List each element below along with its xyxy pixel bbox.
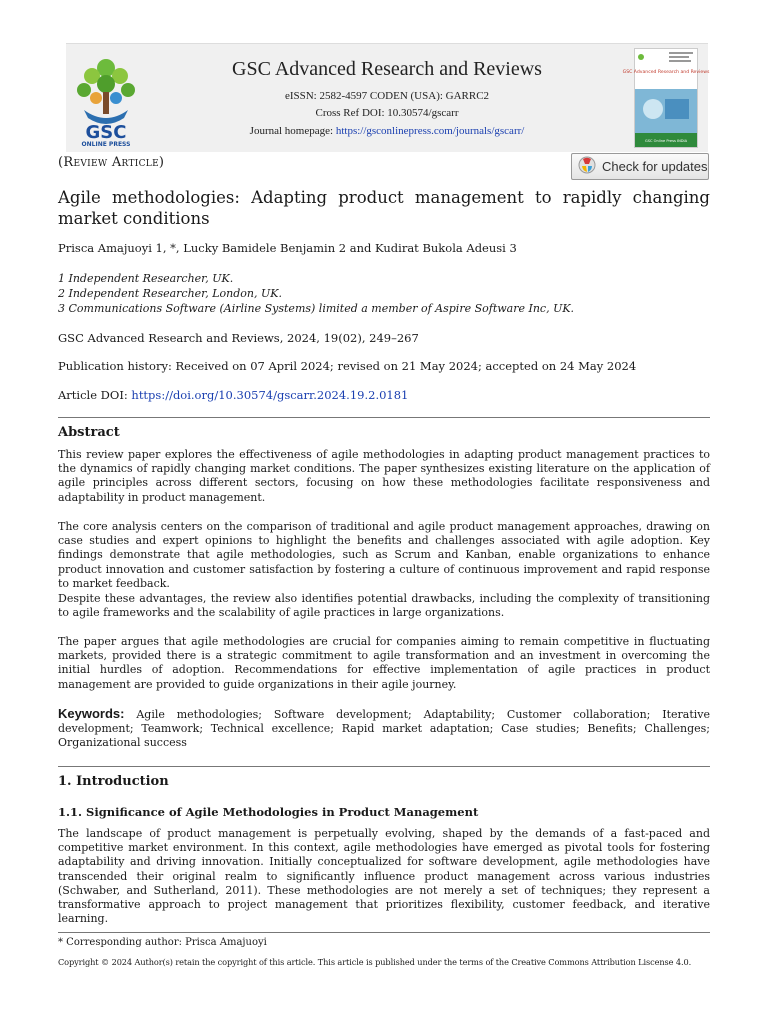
check-for-updates-label: Check for updates: [602, 159, 708, 174]
subsection-heading: 1.1. Significance of Agile Methodologies in Product Management: [58, 805, 479, 819]
footnote-divider: [58, 932, 710, 933]
check-for-updates-button[interactable]: [571, 153, 709, 180]
logo-text-main: GSC: [85, 122, 127, 143]
doi-label: Article DOI:: [58, 388, 132, 402]
introduction-paragraph: The landscape of product management is perpetually evolving, shaped by the demands of a fast-paced and competitive market environment. In this context, agile methodologies have emerged as pivotal tools for fostering adaptability and driving innovation. Initially conceptualized for software development, agile methodologies have transcended their original realm to significantly influence product management across various industries (Schwaber, and Sutherland, 2011). These methodologies are not merely a set of techniques; they represent a transformative approach to project management that prioritizes flexibility, customer feedback, and iterative learning.: [58, 827, 710, 926]
abstract-paragraph-3: Despite these advantages, the review also identifies potential drawbacks, including the complexity of transitioning to agile frameworks and the scalability of agile practices in large organizations.: [58, 592, 710, 620]
cover-footer: GSC Online Press INDIA: [644, 139, 688, 143]
homepage-label: Journal homepage:: [249, 125, 336, 137]
abstract-paragraph-4: The paper argues that agile methodologies are crucial for companies aiming to remain competitive in fluctuating markets, provided there is a strategic commitment to agile transformation and an investment in overcoming the initial hurdles of adoption. Recommendations for effective implementation of agile practices in product management are provided to guide organizations in their agile journey.: [58, 635, 710, 691]
cover-title: GSC Advanced Research and Reviews: [622, 70, 710, 75]
issn-line: eISSN: 2582-4597 CODEN (USA): GARRC2: [284, 90, 490, 102]
affiliation-1: 1 Independent Researcher, UK.: [58, 272, 234, 285]
affiliation-3: 3 Communications Software (Airline Systems) limited a member of Aspire Software Inc, UK.: [58, 302, 575, 315]
journal-title: GSC Advanced Research and Reviews: [232, 58, 542, 80]
divider: [58, 766, 710, 767]
divider: [58, 417, 710, 418]
corresponding-author-note: * Corresponding author: Prisca Amajuoyi: [58, 937, 267, 948]
affiliation-2: 2 Independent Researcher, London, UK.: [58, 287, 282, 300]
article-type-label: (Review Article): [58, 155, 165, 170]
abstract-heading: Abstract: [58, 425, 120, 440]
article-title: Agile methodologies: Adapting product management to rapidly changing market conditions: [58, 188, 710, 228]
publication-history: Publication history: Received on 07 April 2024; revised on 21 May 2024; accepted on 24 May 2024: [58, 359, 637, 373]
homepage-link[interactable]: https://gsconlinepress.com/journals/gscarr/: [335, 125, 525, 137]
keywords-block: [58, 707, 710, 751]
section-heading-introduction: 1. Introduction: [58, 774, 169, 789]
keywords-label: Keywords:: [58, 706, 125, 721]
journal-header: [66, 43, 708, 152]
abstract-paragraph-2: The core analysis centers on the comparison of traditional and agile product management approaches, drawing on case studies and expert opinions to highlight the benefits and challenges associated with agile adoption. Key findings demonstrate that agile methodologies, such as Scrum and Kanban, enable organizations to enhance product innovation and customer satisfaction by fostering a culture of continuous improvement and rapid response to market feedback.: [58, 520, 710, 590]
abstract-paragraph-1: This review paper explores the effectiveness of agile methodologies in adapting product management practices to the dynamics of rapidly changing market conditions. The paper synthesizes existing literature on the application of agile principles across different sectors, focusing on how these methodologies facilitate responsiveness and adaptability in product management.: [58, 448, 710, 504]
journal-cover-thumbnail: [622, 48, 710, 148]
citation-line: GSC Advanced Research and Reviews, 2024, 19(02), 249–267: [58, 331, 419, 345]
copyright-notice: Copyright © 2024 Author(s) retain the copyright of this article. This article is published under the terms of the Creative Commons Attribution Liscense 4.0.: [58, 957, 692, 967]
journal-homepage-line: [66, 125, 708, 137]
keywords-text: Agile methodologies; Software development; Adaptability; Customer collaboration; Iterative development; Teamwork; Technical excellence; Rapid market adaptation; Case studies; Benefits; Challenges; Organizational success: [58, 708, 710, 750]
crossref-doi-line: Cross Ref DOI: 10.30574/gscarr: [315, 107, 459, 119]
logo-text-sub: ONLINE PRESS: [81, 141, 131, 148]
article-doi-line: [58, 388, 408, 402]
doi-link[interactable]: https://doi.org/10.30574/gscarr.2024.19.2.0181: [131, 388, 409, 402]
crossmark-icon: [578, 156, 596, 177]
author-list: Prisca Amajuoyi 1, *, Lucky Bamidele Benjamin 2 and Kudirat Bukola Adeusi 3: [58, 241, 517, 255]
